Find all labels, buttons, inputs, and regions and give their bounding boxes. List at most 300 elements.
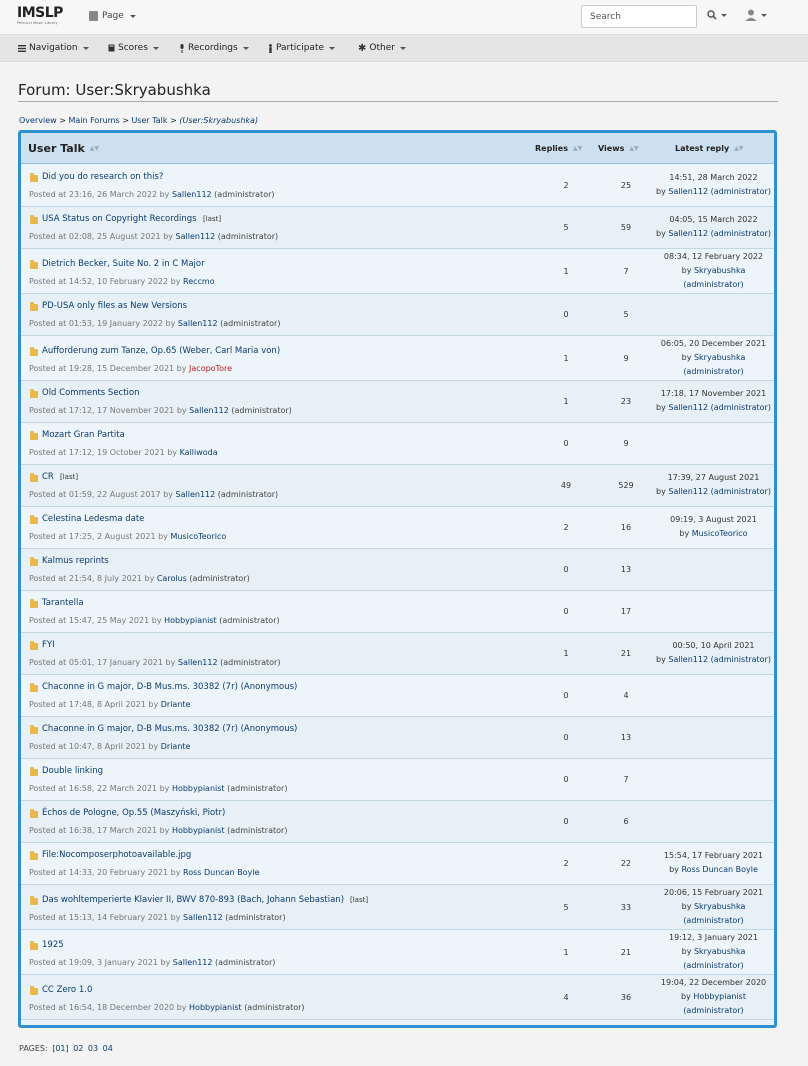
author-role: (administrator) xyxy=(219,616,280,625)
gear-icon: ✱ xyxy=(358,42,367,54)
latest-reply-cell xyxy=(651,639,776,667)
author-link[interactable]: JacopoTore xyxy=(189,364,233,373)
chevron-down-icon xyxy=(721,14,727,17)
author-link[interactable]: Hobbypianist xyxy=(189,1003,242,1012)
table-row xyxy=(21,249,774,294)
posted-by: by xyxy=(176,406,187,415)
posted-by: by xyxy=(159,190,170,199)
page-link-3[interactable]: 03 xyxy=(87,1044,99,1053)
nav-participate[interactable] xyxy=(268,43,335,53)
author-role: (administrator) xyxy=(227,826,288,835)
topic-title-link[interactable]: Old Comments Section xyxy=(42,388,140,398)
author-link[interactable]: Ross Duncan Boyle xyxy=(183,868,260,877)
author-link[interactable]: Hobbypianist xyxy=(164,616,217,625)
author-link[interactable]: Sallen112 xyxy=(183,913,223,922)
author-link[interactable]: Carolus xyxy=(156,574,187,583)
posted-info xyxy=(29,826,287,835)
folder-icon xyxy=(30,601,38,608)
replies-count: 4 xyxy=(563,992,569,1002)
posted-time: 19:28, 15 December 2021 xyxy=(68,364,175,373)
latest-reply-role: (administrator) xyxy=(683,280,744,289)
posted-info xyxy=(29,700,190,709)
folder-icon xyxy=(30,727,38,734)
views-count: 5 xyxy=(623,310,629,319)
latest-reply-time[interactable]: 06:05, 20 December 2021 xyxy=(660,339,767,348)
latest-reply-time[interactable]: 04:05, 15 March 2022 xyxy=(669,215,758,224)
posted-info xyxy=(29,319,280,328)
latest-reply-cell xyxy=(651,213,776,241)
latest-reply-time[interactable]: 19:12, 3 January 2021 xyxy=(668,933,758,942)
table-row xyxy=(21,675,774,717)
folder-icon xyxy=(30,898,38,905)
latest-reply-time[interactable]: 17:39, 27 August 2021 xyxy=(667,473,760,482)
posted-time: 14:52, 10 February 2022 xyxy=(68,277,169,286)
latest-reply-role: (administrator) xyxy=(683,367,744,376)
views-count: 13 xyxy=(620,565,632,574)
logo-text: IMSLP xyxy=(17,5,63,21)
breadcrumb-separator: > xyxy=(59,116,66,125)
topic-title-link[interactable]: Did you do research on this? xyxy=(42,172,164,182)
folder-icon xyxy=(30,643,38,650)
nav-other[interactable] xyxy=(358,43,406,53)
posted-prefix: Posted at xyxy=(29,406,67,415)
col-replies-header[interactable]: Replies ▲▼ xyxy=(535,144,583,153)
author-role: (administrator) xyxy=(214,190,275,199)
posted-by: by xyxy=(170,913,181,922)
latest-reply-role: (administrator) xyxy=(683,1006,744,1015)
latest-reply-time[interactable]: 00:50, 10 April 2021 xyxy=(672,641,755,650)
posted-by: by xyxy=(165,319,176,328)
table-row xyxy=(21,759,774,801)
posted-prefix: Posted at xyxy=(29,742,67,751)
posted-time: 05:01, 17 January 2021 xyxy=(68,658,163,667)
topic-title-link[interactable]: 1925 xyxy=(42,940,64,950)
topic-title-link[interactable]: Chaconne in G major, D-B Mus.ms. 30382 (7r) (Anonymous) xyxy=(42,682,298,692)
author-role: (administrator) xyxy=(225,913,286,922)
latest-reply-author[interactable]: Skryabushka xyxy=(693,353,746,362)
topic-title-link[interactable]: CR xyxy=(42,472,54,482)
latest-by: by xyxy=(656,403,666,412)
posted-time: 16:38, 17 March 2021 xyxy=(68,826,158,835)
latest-by: by xyxy=(656,187,666,196)
table-header xyxy=(21,133,774,164)
page-link-1[interactable]: [01] xyxy=(52,1044,69,1053)
topic-title-link[interactable]: Tarantella xyxy=(42,598,84,608)
views-count: 7 xyxy=(623,266,629,276)
latest-reply-role: (administrator) xyxy=(710,229,771,238)
breadcrumb xyxy=(19,116,258,125)
imslp-logo[interactable] xyxy=(17,6,65,28)
table-row xyxy=(21,975,774,1020)
latest-reply-cell xyxy=(651,471,776,499)
folder-icon xyxy=(30,988,38,995)
folder-icon xyxy=(30,175,38,182)
latest-reply-role: (administrator) xyxy=(710,187,771,196)
topic-title-link[interactable]: Mozart Gran Partita xyxy=(42,430,125,440)
views-count: 4 xyxy=(623,691,629,700)
posted-prefix: Posted at xyxy=(29,190,67,199)
latest-reply-time[interactable]: 15:54, 17 February 2021 xyxy=(663,851,764,860)
posted-time: 10:47, 8 April 2021 xyxy=(68,742,146,751)
views-count: 21 xyxy=(620,947,632,957)
latest-reply-role: (administrator) xyxy=(710,487,771,496)
nav-navigation-label: Navigation xyxy=(29,43,78,53)
latest-reply-author[interactable]: Skryabushka xyxy=(693,266,746,275)
topic-title-link[interactable]: PD-USA only files as New Versions xyxy=(42,301,188,311)
posted-time: 19:09, 3 January 2021 xyxy=(68,958,158,967)
author-link[interactable]: Sallen112 xyxy=(175,490,216,499)
posted-prefix: Posted at xyxy=(29,532,67,541)
nav-participate-label: Participate xyxy=(276,43,325,53)
posted-prefix: Posted at xyxy=(29,448,67,457)
table-row xyxy=(21,930,774,975)
folder-icon xyxy=(30,517,38,524)
latest-reply-author[interactable]: Skryabushka xyxy=(693,947,746,956)
views-count: 9 xyxy=(623,353,629,363)
posted-prefix: Posted at xyxy=(29,658,67,667)
table-row xyxy=(21,507,774,549)
views-count: 9 xyxy=(623,439,629,448)
latest-by: by xyxy=(656,655,666,664)
author-role: (administrator) xyxy=(217,232,279,241)
posted-by: by xyxy=(176,1003,187,1012)
folder-icon xyxy=(30,217,38,224)
topic-title-link[interactable]: USA Status on Copyright Recordings xyxy=(42,214,197,224)
posted-prefix: Posted at xyxy=(29,1003,67,1012)
topic-title-link[interactable]: CC Zero 1.0 xyxy=(42,985,93,995)
sort-arrows-icon[interactable]: ▲▼ xyxy=(734,145,744,152)
book-icon xyxy=(108,44,115,52)
posted-prefix: Posted at xyxy=(29,826,67,835)
views-count: 33 xyxy=(620,902,632,912)
latest-by: by xyxy=(681,902,692,911)
sort-arrows-icon[interactable]: ▲▼ xyxy=(629,145,639,152)
views-count: 529 xyxy=(618,481,634,490)
author-link[interactable]: Driante xyxy=(160,700,191,709)
posted-by: by xyxy=(165,658,176,667)
replies-count: 0 xyxy=(563,607,569,616)
folder-icon xyxy=(30,433,38,440)
posted-prefix: Posted at xyxy=(29,958,67,967)
replies-count: 0 xyxy=(563,310,569,319)
latest-reply-cell xyxy=(651,513,776,541)
posted-by: by xyxy=(159,784,170,793)
posted-time: 23:16, 26 March 2022 xyxy=(68,190,158,199)
views-count: 16 xyxy=(620,523,632,532)
topic-title-link[interactable]: Échos de Pologne, Op.55 (Maszyński, Piotr) xyxy=(42,808,226,818)
posted-prefix: Posted at xyxy=(29,574,67,583)
posted-info xyxy=(29,406,292,415)
pagination-label: PAGES: xyxy=(19,1044,48,1053)
table-row xyxy=(21,591,774,633)
last-post-link[interactable]: [last] xyxy=(60,473,79,481)
replies-count: 0 xyxy=(563,565,569,574)
table-row xyxy=(21,843,774,885)
latest-reply-cell xyxy=(651,976,776,1018)
latest-reply-cell xyxy=(651,171,776,199)
table-row xyxy=(21,423,774,465)
views-count: 25 xyxy=(620,181,632,190)
posted-by: by xyxy=(148,742,159,751)
table-row xyxy=(21,717,774,759)
author-role: (administrator) xyxy=(189,574,250,583)
latest-by: by xyxy=(681,353,692,362)
replies-count: 1 xyxy=(563,947,569,957)
views-count: 59 xyxy=(620,223,632,232)
posted-prefix: Posted at xyxy=(29,277,67,286)
person-icon xyxy=(268,44,273,53)
posted-by: by xyxy=(163,232,173,241)
page-menu-button[interactable] xyxy=(89,11,136,21)
posted-time: 02:08, 25 August 2021 xyxy=(68,232,161,241)
posted-time: 17:12, 19 October 2021 xyxy=(68,448,165,457)
posted-by: by xyxy=(158,532,168,541)
table-row xyxy=(21,207,774,249)
author-link[interactable]: Hobbypianist xyxy=(171,784,225,793)
col-views-header[interactable]: Views ▲▼ xyxy=(598,144,639,153)
latest-reply-author[interactable]: Hobbypianist xyxy=(693,992,746,1001)
nav-other-label: Other xyxy=(369,43,395,53)
forum-topics-table xyxy=(18,130,777,1028)
latest-reply-time[interactable]: 08:34, 12 February 2022 xyxy=(663,252,764,261)
page-menu-label: Page xyxy=(102,11,124,21)
posted-info xyxy=(29,190,275,199)
topic-title-link[interactable]: Celestina Ledesma date xyxy=(42,514,145,524)
table-row xyxy=(21,465,774,507)
page-link-4[interactable]: 04 xyxy=(102,1044,113,1053)
user-menu-button[interactable] xyxy=(745,9,767,21)
folder-icon xyxy=(30,769,38,776)
views-count: 21 xyxy=(620,649,632,658)
latest-by: by xyxy=(681,992,691,1001)
topic-title-link[interactable]: Chaconne in G major, D-B Mus.ms. 30382 (7r) (Anonymous) xyxy=(42,724,298,734)
posted-time: 16:54, 18 December 2020 xyxy=(68,1003,175,1012)
page-link-2[interactable]: 02 xyxy=(73,1044,84,1053)
posted-time: 01:59, 22 August 2017 xyxy=(68,490,161,499)
posted-info xyxy=(29,784,287,793)
latest-reply-author[interactable]: Sallen112 xyxy=(668,487,709,496)
replies-count: 0 xyxy=(563,691,569,700)
table-title[interactable]: User Talk ▲▼ xyxy=(28,142,100,155)
breadcrumb-current[interactable]: (User:Skryabushka) xyxy=(179,116,259,125)
topic-title-link[interactable]: Das wohltemperierte Klavier II, BWV 870-893 (Bach, Johann Sebastian) xyxy=(42,895,345,905)
author-role: (administrator) xyxy=(215,958,276,967)
latest-by: by xyxy=(656,487,666,496)
views-count: 7 xyxy=(623,775,629,784)
user-icon xyxy=(745,9,757,21)
latest-reply-cell xyxy=(651,387,776,415)
microphone-icon xyxy=(179,44,185,53)
chevron-down-icon xyxy=(400,47,406,50)
replies-count: 2 xyxy=(563,859,569,868)
main-navbar xyxy=(0,34,808,62)
page-icon xyxy=(89,11,98,21)
replies-count: 1 xyxy=(563,649,569,658)
views-count: 6 xyxy=(623,817,629,826)
breadcrumb-overview[interactable]: Overview xyxy=(19,116,57,125)
author-link[interactable]: Kalliwoda xyxy=(179,448,218,457)
latest-reply-author[interactable]: Sallen112 xyxy=(668,403,709,412)
views-count: 36 xyxy=(620,992,632,1002)
posted-info xyxy=(29,448,218,457)
breadcrumb-user-talk[interactable]: User Talk xyxy=(131,116,168,125)
table-row xyxy=(21,336,774,381)
breadcrumb-main-forums[interactable]: Main Forums xyxy=(68,116,120,125)
posted-info xyxy=(29,532,226,541)
sort-arrows-icon[interactable]: ▲▼ xyxy=(89,145,100,152)
replies-count: 0 xyxy=(563,817,569,826)
author-link[interactable]: Reccmo xyxy=(183,277,215,286)
folder-icon xyxy=(30,304,38,311)
replies-count: 5 xyxy=(563,902,569,912)
posted-prefix: Posted at xyxy=(29,616,67,625)
author-role: (administrator) xyxy=(220,658,281,667)
latest-reply-author[interactable]: Sallen112 xyxy=(668,229,709,238)
posted-by: by xyxy=(151,616,162,625)
posted-info xyxy=(29,616,280,625)
folder-icon xyxy=(30,811,38,818)
replies-count: 49 xyxy=(560,481,572,490)
posted-info xyxy=(29,742,190,751)
posted-time: 17:12, 17 November 2021 xyxy=(68,406,175,415)
latest-reply-role: (administrator) xyxy=(710,655,771,664)
col-latest-header[interactable]: Latest reply ▲▼ xyxy=(675,144,744,153)
chevron-down-icon xyxy=(329,47,335,50)
author-link[interactable]: Sallen112 xyxy=(177,319,218,328)
latest-reply-cell xyxy=(651,886,776,928)
title-divider xyxy=(18,101,778,102)
posted-info xyxy=(29,490,278,499)
replies-count: 5 xyxy=(563,223,569,232)
latest-reply-time[interactable]: 09:19, 3 August 2021 xyxy=(670,515,757,524)
table-row xyxy=(21,801,774,843)
author-link[interactable]: Sallen112 xyxy=(175,232,216,241)
posted-by: by xyxy=(159,826,170,835)
latest-reply-time[interactable]: 20:06, 15 February 2021 xyxy=(663,888,764,897)
latest-reply-role: (administrator) xyxy=(683,916,744,925)
latest-reply-time[interactable]: 19:04, 22 December 2020 xyxy=(660,978,767,987)
topic-title-link[interactable]: File:Nocomposerphotoavailable.jpg xyxy=(42,850,192,860)
author-link[interactable]: Hobbypianist xyxy=(171,826,225,835)
table-row xyxy=(21,165,774,207)
posted-time: 14:33, 20 February 2021 xyxy=(68,868,169,877)
author-link[interactable]: Sallen112 xyxy=(172,958,213,967)
latest-reply-author[interactable]: Sallen112 xyxy=(668,187,709,196)
nav-recordings[interactable] xyxy=(179,43,249,53)
posted-info xyxy=(29,1003,305,1012)
top-bar xyxy=(0,0,808,34)
latest-by: by xyxy=(681,266,692,275)
search-button[interactable] xyxy=(707,10,727,20)
nav-scores[interactable] xyxy=(108,43,159,53)
posted-time: 15:47, 25 May 2021 xyxy=(68,616,150,625)
topic-title-link[interactable]: FYI xyxy=(42,640,55,650)
nav-recordings-label: Recordings xyxy=(188,43,238,53)
author-link[interactable]: MusicoTeorico xyxy=(170,532,227,541)
latest-by: by xyxy=(679,529,690,538)
topic-title-link[interactable]: Double linking xyxy=(42,766,103,776)
replies-count: 0 xyxy=(563,439,569,448)
author-role: (administrator) xyxy=(217,490,279,499)
last-post-link[interactable]: [last] xyxy=(203,215,222,223)
table-row xyxy=(21,633,774,675)
topic-title-link[interactable]: Aufforderung zum Tanze, Op.65 (Weber, Carl Maria von) xyxy=(42,346,281,356)
topic-title-link[interactable]: Kalmus reprints xyxy=(42,556,109,566)
replies-count: 0 xyxy=(563,733,569,742)
replies-count: 1 xyxy=(563,353,569,363)
author-link[interactable]: Driante xyxy=(160,742,191,751)
replies-count: 1 xyxy=(563,397,569,406)
latest-by: by xyxy=(656,229,666,238)
topic-title-link[interactable]: Dietrich Becker, Suite No. 2 in C Major xyxy=(42,259,205,269)
last-post-link[interactable]: [last] xyxy=(350,896,369,904)
posted-info xyxy=(29,913,286,922)
posted-info xyxy=(29,574,250,583)
latest-by: by xyxy=(669,865,679,874)
folder-icon xyxy=(30,349,38,356)
author-role: (administrator) xyxy=(227,784,288,793)
author-link[interactable]: Sallen112 xyxy=(189,406,229,415)
search-icon xyxy=(707,10,717,20)
posted-by: by xyxy=(167,448,178,457)
latest-reply-time[interactable]: 17:18, 17 November 2021 xyxy=(660,389,767,398)
chevron-down-icon xyxy=(130,15,136,18)
author-role: (administrator) xyxy=(244,1003,305,1012)
posted-prefix: Posted at xyxy=(29,700,67,709)
latest-reply-author[interactable]: Sallen112 xyxy=(668,655,709,664)
latest-reply-author[interactable]: Skryabushka xyxy=(693,902,746,911)
posted-info xyxy=(29,958,275,967)
nav-navigation[interactable] xyxy=(18,43,89,53)
sort-arrows-icon[interactable]: ▲▼ xyxy=(572,145,583,152)
latest-by: by xyxy=(681,947,692,956)
author-link[interactable]: Sallen112 xyxy=(177,658,218,667)
nav-scores-label: Scores xyxy=(118,43,148,53)
latest-reply-cell xyxy=(651,337,776,379)
page-title: Forum: User:Skryabushka xyxy=(18,81,211,99)
breadcrumb-separator: > xyxy=(170,116,177,125)
folder-icon xyxy=(30,853,38,860)
latest-reply-time[interactable]: 14:51, 28 March 2022 xyxy=(669,173,758,182)
search-input[interactable] xyxy=(581,5,697,28)
posted-prefix: Posted at xyxy=(29,913,67,922)
posted-by: by xyxy=(148,700,159,709)
breadcrumb-separator: > xyxy=(122,116,129,125)
posted-prefix: Posted at xyxy=(29,868,67,877)
table-row xyxy=(21,381,774,423)
author-link[interactable]: Sallen112 xyxy=(171,190,212,199)
posted-by: by xyxy=(160,958,171,967)
latest-reply-cell xyxy=(651,849,776,877)
latest-reply-author[interactable]: MusicoTeorico xyxy=(691,529,748,538)
pagination xyxy=(19,1044,113,1053)
posted-info xyxy=(29,868,259,877)
replies-count: 1 xyxy=(563,266,569,276)
chevron-down-icon xyxy=(243,47,249,50)
posted-info xyxy=(29,277,215,286)
folder-icon xyxy=(30,475,38,482)
posted-prefix: Posted at xyxy=(29,490,67,499)
latest-reply-role: (administrator) xyxy=(710,403,771,412)
posted-time: 15:13, 14 February 2021 xyxy=(68,913,169,922)
table-row xyxy=(21,294,774,336)
posted-by: by xyxy=(163,490,173,499)
latest-reply-author[interactable]: Ross Duncan Boyle xyxy=(681,865,758,874)
latest-reply-cell xyxy=(651,931,776,973)
folder-icon xyxy=(30,559,38,566)
posted-by: by xyxy=(170,277,181,286)
posted-time: 17:25, 2 August 2021 xyxy=(68,532,156,541)
